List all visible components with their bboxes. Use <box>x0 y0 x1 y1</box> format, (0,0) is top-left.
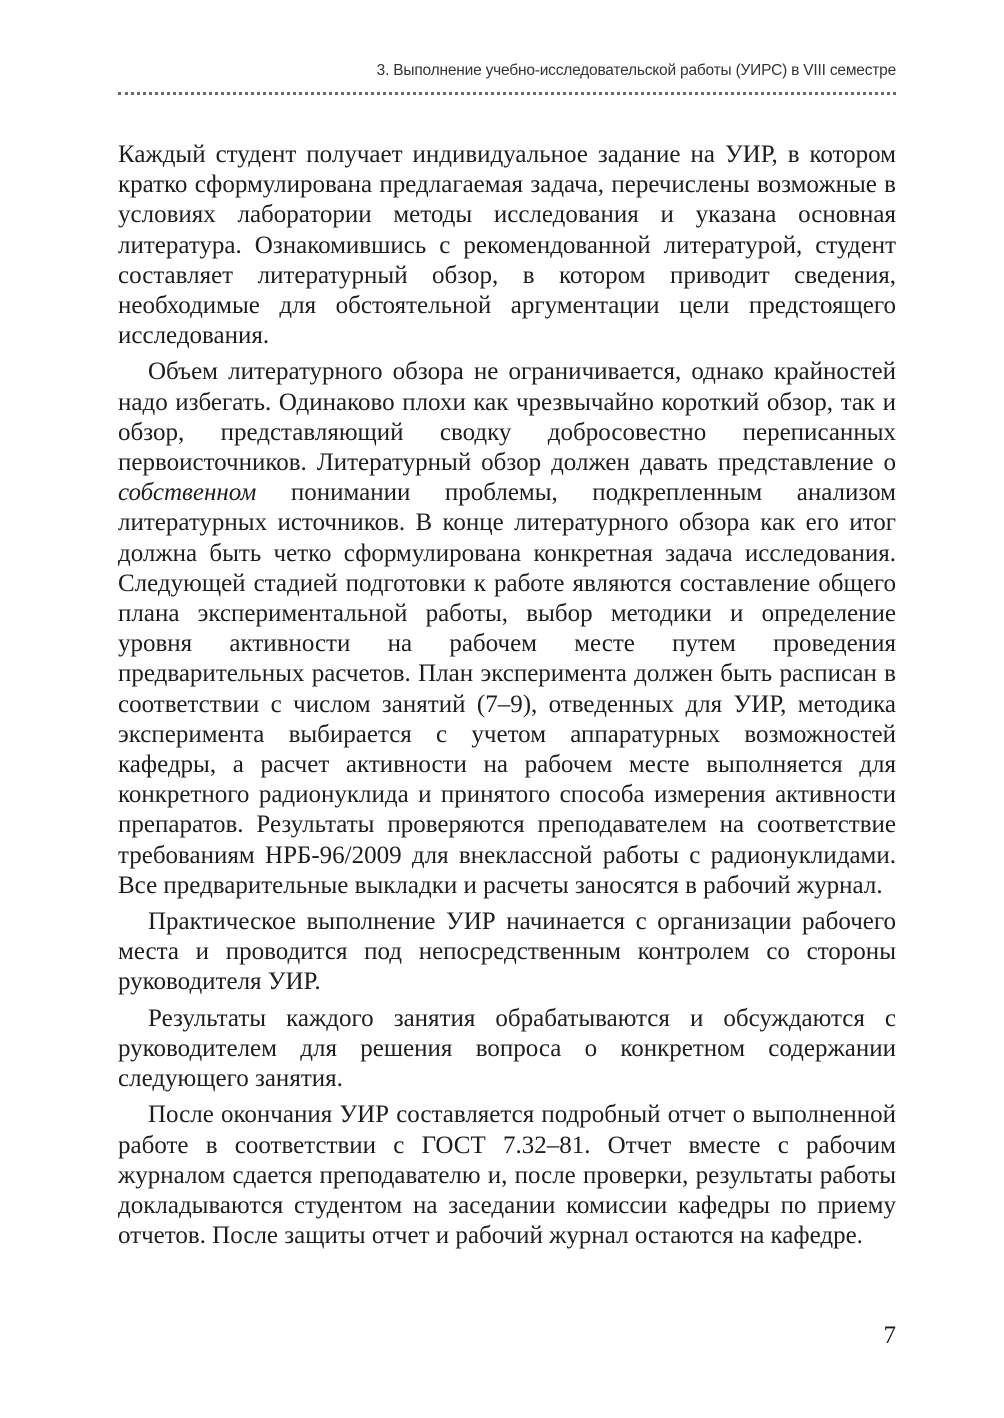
paragraph-2 <box>118 357 896 901</box>
body-text <box>118 140 896 1257</box>
paragraph-2-part-2: понимании проблемы, подкрепленным анализом литературных источников. В конце литературного обзора как его итог должна быть четко сформулирована конкретная задача исследования. Следующей стадией подготовки к работе являются составление общего плана экспериментальной работы, выбор методики и определение уровня активности на рабочем месте путем проведения предварительных расчетов. План эксперимента должен быть расписан в соответствии с числом занятий (7–9), отведенных для УИР, методика эксперимента выбирается с учетом аппаратурных возможностей кафедры, а расчет активности на рабочем месте выполняется для конкретного радионуклида и принятого способа измерения активности препаратов. Результаты проверяются преподавателем на соответствие требованиям НРБ-96/2009 для внеклассной работы с радионуклидами. Все предварительные выкладки и расчеты заносятся в рабочий журнал. <box>118 479 896 899</box>
paragraph-2-emphasis: собственном <box>118 479 257 507</box>
paragraph-5: После окончания УИР составляется подробный отчет о выполненной работе в соответствии с ГОСТ 7.32–81. Отчет вместе с рабочим журналом сдается преподавателю и, после проверки, результаты работы докладываются студентом на заседании комиссии кафедры по приему отчетов. После защиты отчет и рабочий журнал остаются на кафедре. <box>118 1101 896 1250</box>
page-number: 7 <box>883 1322 896 1349</box>
running-header: 3. Выполнение учебно-исследовательской работы (УИРС) в VIII семестре <box>376 62 896 79</box>
paragraph-3: Практическое выполнение УИР начинается с организации рабочего места и проводится под непосредственным контролем со стороны руководителя УИР. <box>118 908 896 996</box>
paragraph-1: Каждый студент получает индивидуальное задание на УИР, в котором кратко сформулирована предлагаемая задача, перечислены возможные в условиях лаборатории методы исследования и указана основная литература. Ознакомившись с рекомендованной литературой, студент составляет литературный обзор, в котором приводит сведения, необходимые для обстоятельной аргументации цели предстоящего исследования. <box>118 141 896 350</box>
header-dotted-rule <box>118 92 896 95</box>
paragraph-2-part-1: Объем литературного обзора не ограничивается, однако крайностей надо избегать. Одинаково плохи как чрезвычайно короткий обзор, так и обзор, представляющий сводку добросовестно переписанных первоисточников. Литературный обзор должен давать представление о <box>118 358 896 477</box>
paragraph-4: Результаты каждого занятия обрабатываются и обсуждаются с руководителем для решения вопроса о конкретном содержании следующего занятия. <box>118 1004 896 1093</box>
